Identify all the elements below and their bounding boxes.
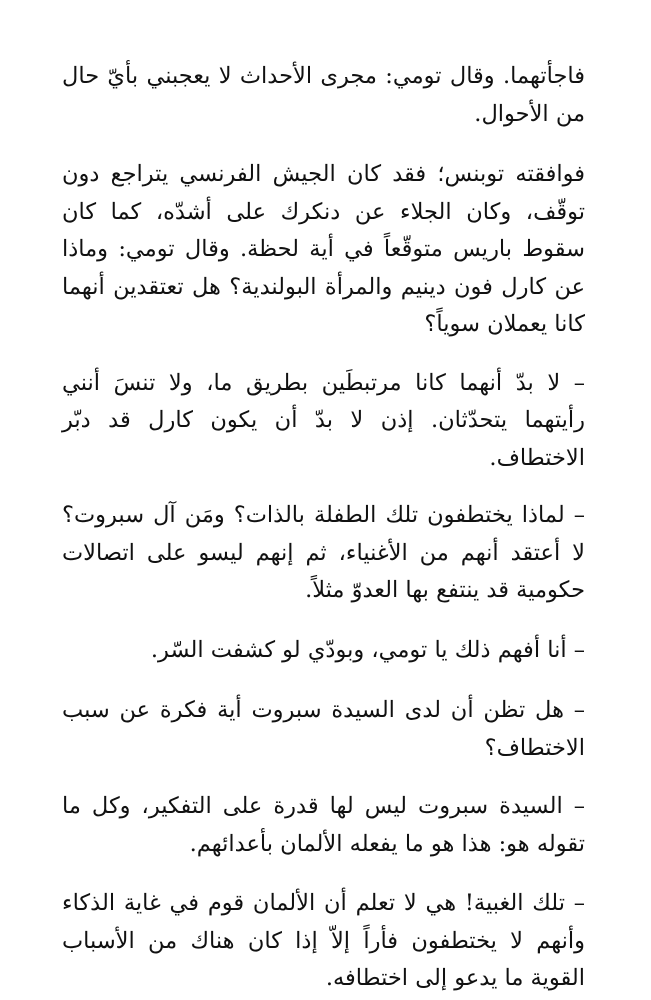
paragraph: – هل تظن أن لدى السيدة سبروت أية فكرة عن سبب الاختطاف؟	[62, 697, 585, 761]
paragraph: – السيدة سبروت ليس لها قدرة على التفكير، وكل ما تقوله هو: هذا هو ما يفعله الألمان بأعدائهم.	[62, 793, 585, 857]
paragraph: – أنا أفهم ذلك يا تومي، وبودّي لو كشفت السّر.	[150, 636, 585, 663]
paragraph: فوافقته توبنس؛ فقد كان الجيش الفرنسي يتراجع دون توقّف، وكان الجلاء عن دنكرك على أشدّه، كما كان سقوط باريس متوقّعاً في أية لحظة. وقال تومي: وماذا عن كارل فون دينيم والمرأة البولندية؟ هل تعتقدين أنهما كانا يعملان سوياً؟	[62, 161, 585, 337]
paragraph: – لا بدّ أنهما كانا مرتبطَين بطريق ما، ولا تنسَ أنني رأيتهما يتحدّثان. إذن لا بدّ أن يكون كارل قد دبّر الاختطاف.	[62, 369, 585, 471]
paragraph: فاجأتهما. وقال تومي: مجرى الأحداث لا يعجبني بأيّ حال من الأحوال.	[62, 63, 585, 127]
paragraph: – تلك الغبية! هي لا تعلم أن الألمان قوم في غاية الذكاء وأنهم لا يختطفون فأراً إلاّ إذا كان هناك من الأسباب القوية ما يدعو إلى اختطافه.	[62, 890, 585, 991]
paragraph: – لماذا يختطفون تلك الطفلة بالذات؟ ومَن آل سبروت؟ لا أعتقد أنهم من الأغنياء، ثم إنهم ليسو على اتصالات حكومية قد ينتفع بها العدوّ مثلاً.	[62, 502, 585, 603]
